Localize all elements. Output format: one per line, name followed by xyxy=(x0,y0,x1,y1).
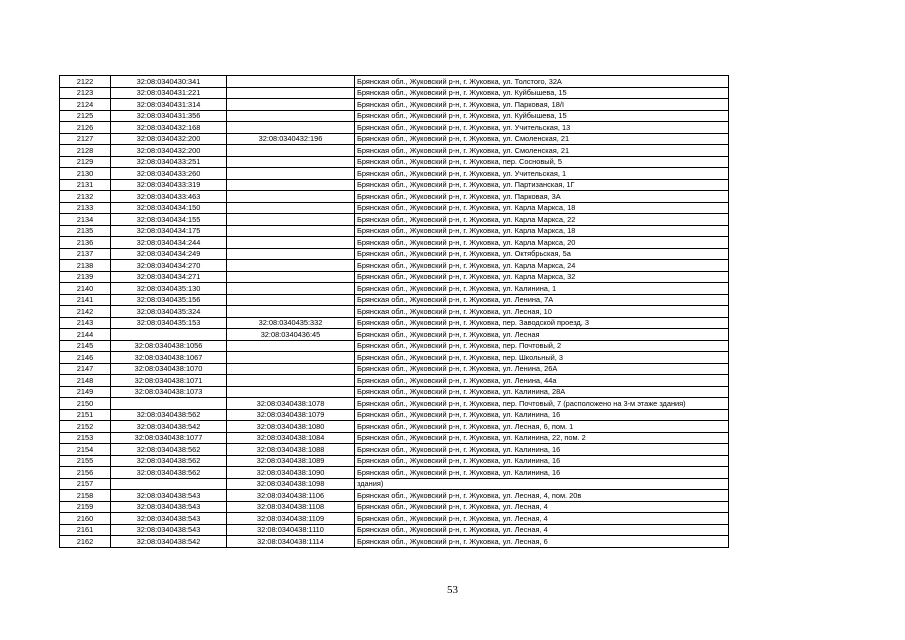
address-cell: Брянская обл., Жуковский р-н, г. Жуковка, ул. Калинина, 16 xyxy=(355,467,729,479)
row-number-cell: 2143 xyxy=(60,317,111,329)
cadastral-number-cell: 32:08:0340434:175 xyxy=(111,225,227,237)
address-cell: Брянская обл., Жуковский р-н, г. Жуковка, ул. Лесная, 4, пом. 20в xyxy=(355,490,729,502)
table-row xyxy=(60,191,729,203)
cadastral-number-cell: 32:08:0340434:270 xyxy=(111,260,227,272)
row-number-cell: 2152 xyxy=(60,421,111,433)
cadastral-number-cell: 32:08:0340431:356 xyxy=(111,110,227,122)
row-number-cell: 2153 xyxy=(60,432,111,444)
row-number-cell: 2138 xyxy=(60,260,111,272)
table-row xyxy=(60,237,729,249)
table-row xyxy=(60,214,729,226)
building-number-cell xyxy=(227,375,355,387)
table-row xyxy=(60,110,729,122)
building-number-cell: 32:08:0340438:1079 xyxy=(227,409,355,421)
address-cell: Брянская обл., Жуковский р-н, г. Жуковка, ул. Калинина, 16 xyxy=(355,455,729,467)
address-cell: Брянская обл., Жуковский р-н, г. Жуковка, пер. Заводской проезд, 3 xyxy=(355,317,729,329)
row-number-cell: 2129 xyxy=(60,156,111,168)
row-number-cell: 2141 xyxy=(60,294,111,306)
cadastral-number-cell: 32:08:0340438:543 xyxy=(111,513,227,525)
table-row xyxy=(60,156,729,168)
address-cell: Брянская обл., Жуковский р-н, г. Жуковка, ул. Карла Маркса, 22 xyxy=(355,214,729,226)
address-cell: Брянская обл., Жуковский р-н, г. Жуковка, ул. Карла Маркса, 18 xyxy=(355,202,729,214)
cadastral-number-cell: 32:08:0340438:562 xyxy=(111,444,227,456)
row-number-cell: 2160 xyxy=(60,513,111,525)
table-row xyxy=(60,87,729,99)
row-number-cell: 2144 xyxy=(60,329,111,341)
table-row xyxy=(60,329,729,341)
row-number-cell: 2127 xyxy=(60,133,111,145)
table-row xyxy=(60,478,729,490)
row-number-cell: 2124 xyxy=(60,99,111,111)
building-number-cell xyxy=(227,110,355,122)
address-cell: Брянская обл., Жуковский р-н, г. Жуковка, ул. Октябрьская, 5а xyxy=(355,248,729,260)
row-number-cell: 2150 xyxy=(60,398,111,410)
cadastral-number-cell: 32:08:0340438:543 xyxy=(111,490,227,502)
building-number-cell: 32:08:0340438:1078 xyxy=(227,398,355,410)
table-row xyxy=(60,398,729,410)
table-row xyxy=(60,248,729,260)
building-number-cell xyxy=(227,168,355,180)
row-number-cell: 2136 xyxy=(60,237,111,249)
building-number-cell: 32:08:0340438:1106 xyxy=(227,490,355,502)
row-number-cell: 2158 xyxy=(60,490,111,502)
building-number-cell xyxy=(227,340,355,352)
row-number-cell: 2128 xyxy=(60,145,111,157)
cadastral-number-cell: 32:08:0340438:1056 xyxy=(111,340,227,352)
building-number-cell xyxy=(227,260,355,272)
building-number-cell xyxy=(227,225,355,237)
table-row xyxy=(60,271,729,283)
address-cell: Брянская обл., Жуковский р-н, г. Жуковка, ул. Лесная xyxy=(355,329,729,341)
building-number-cell xyxy=(227,363,355,375)
building-number-cell xyxy=(227,122,355,134)
building-number-cell xyxy=(227,306,355,318)
building-number-cell: 32:08:0340435:332 xyxy=(227,317,355,329)
table-row xyxy=(60,513,729,525)
cadastral-number-cell: 32:08:0340432:168 xyxy=(111,122,227,134)
table-row xyxy=(60,409,729,421)
row-number-cell: 2125 xyxy=(60,110,111,122)
building-number-cell xyxy=(227,386,355,398)
table-row xyxy=(60,444,729,456)
row-number-cell: 2130 xyxy=(60,168,111,180)
cadastral-number-cell: 32:08:0340435:153 xyxy=(111,317,227,329)
cadastral-number-cell: 32:08:0340432:200 xyxy=(111,145,227,157)
row-number-cell: 2149 xyxy=(60,386,111,398)
row-number-cell: 2156 xyxy=(60,467,111,479)
table-row xyxy=(60,490,729,502)
registry-table-body xyxy=(60,76,729,548)
row-number-cell: 2132 xyxy=(60,191,111,203)
building-number-cell: 32:08:0340438:1089 xyxy=(227,455,355,467)
address-cell: Брянская обл., Жуковский р-н, г. Жуковка, ул. Толстого, 32А xyxy=(355,76,729,88)
row-number-cell: 2135 xyxy=(60,225,111,237)
table-row xyxy=(60,145,729,157)
cadastral-number-cell: 32:08:0340438:1067 xyxy=(111,352,227,364)
address-cell: Брянская обл., Жуковский р-н, г. Жуковка, ул. Смоленская, 21 xyxy=(355,133,729,145)
row-number-cell: 2145 xyxy=(60,340,111,352)
building-number-cell: 32:08:0340438:1080 xyxy=(227,421,355,433)
building-number-cell xyxy=(227,248,355,260)
table-row xyxy=(60,421,729,433)
address-cell: Брянская обл., Жуковский р-н, г. Жуковка, ул. Лесная, 4 xyxy=(355,513,729,525)
cadastral-number-cell xyxy=(111,478,227,490)
table-row xyxy=(60,340,729,352)
address-cell: Брянская обл., Жуковский р-н, г. Жуковка, ул. Парковая, 3А xyxy=(355,191,729,203)
cadastral-number-cell: 32:08:0340431:221 xyxy=(111,87,227,99)
cadastral-number-cell: 32:08:0340438:542 xyxy=(111,421,227,433)
row-number-cell: 2155 xyxy=(60,455,111,467)
table-row xyxy=(60,386,729,398)
table-row xyxy=(60,455,729,467)
cadastral-number-cell: 32:08:0340434:244 xyxy=(111,237,227,249)
address-cell: Брянская обл., Жуковский р-н, г. Жуковка, ул. Куйбышева, 15 xyxy=(355,87,729,99)
address-cell: Брянская обл., Жуковский р-н, г. Жуковка, пер. Почтовый, 7 (расположено на 3-м этаже здания) xyxy=(355,398,729,410)
cadastral-number-cell: 32:08:0340434:271 xyxy=(111,271,227,283)
page-number: 53 xyxy=(447,584,458,596)
building-number-cell: 32:08:0340436:45 xyxy=(227,329,355,341)
table-row xyxy=(60,536,729,548)
table-row xyxy=(60,76,729,88)
address-cell: Брянская обл., Жуковский р-н, г. Жуковка, ул. Лесная, 6, пом. 1 xyxy=(355,421,729,433)
cadastral-number-cell: 32:08:0340438:1071 xyxy=(111,375,227,387)
building-number-cell: 32:08:0340438:1114 xyxy=(227,536,355,548)
cadastral-number-cell: 32:08:0340438:542 xyxy=(111,536,227,548)
cadastral-number-cell: 32:08:0340438:1070 xyxy=(111,363,227,375)
building-number-cell xyxy=(227,214,355,226)
address-cell: Брянская обл., Жуковский р-н, г. Жуковка, ул. Карла Маркса, 32 xyxy=(355,271,729,283)
building-number-cell: 32:08:0340438:1088 xyxy=(227,444,355,456)
address-cell: Брянская обл., Жуковский р-н, г. Жуковка, ул. Смоленская, 21 xyxy=(355,145,729,157)
building-number-cell xyxy=(227,99,355,111)
address-cell: Брянская обл., Жуковский р-н, г. Жуковка, ул. Партизанская, 1Г xyxy=(355,179,729,191)
row-number-cell: 2157 xyxy=(60,478,111,490)
row-number-cell: 2151 xyxy=(60,409,111,421)
building-number-cell: 32:08:0340438:1090 xyxy=(227,467,355,479)
address-cell: Брянская обл., Жуковский р-н, г. Жуковка, ул. Карла Маркса, 24 xyxy=(355,260,729,272)
row-number-cell: 2139 xyxy=(60,271,111,283)
building-number-cell: 32:08:0340438:1108 xyxy=(227,501,355,513)
address-cell: Брянская обл., Жуковский р-н, г. Жуковка, ул. Калинина, 28А xyxy=(355,386,729,398)
cadastral-number-cell: 32:08:0340438:1073 xyxy=(111,386,227,398)
table-row xyxy=(60,179,729,191)
row-number-cell: 2142 xyxy=(60,306,111,318)
row-number-cell: 2140 xyxy=(60,283,111,295)
row-number-cell: 2162 xyxy=(60,536,111,548)
address-cell: Брянская обл., Жуковский р-н, г. Жуковка, ул. Карла Маркса, 20 xyxy=(355,237,729,249)
table-row xyxy=(60,99,729,111)
address-cell: Брянская обл., Жуковский р-н, г. Жуковка, ул. Карла Маркса, 18 xyxy=(355,225,729,237)
registry-table xyxy=(59,75,729,548)
address-cell: Брянская обл., Жуковский р-н, г. Жуковка, пер. Почтовый, 2 xyxy=(355,340,729,352)
cadastral-number-cell: 32:08:0340435:156 xyxy=(111,294,227,306)
building-number-cell xyxy=(227,202,355,214)
row-number-cell: 2148 xyxy=(60,375,111,387)
cadastral-number-cell: 32:08:0340434:155 xyxy=(111,214,227,226)
cadastral-number-cell: 32:08:0340438:543 xyxy=(111,501,227,513)
address-cell: Брянская обл., Жуковский р-н, г. Жуковка, ул. Калинина, 22, пом. 2 xyxy=(355,432,729,444)
cadastral-number-cell: 32:08:0340435:324 xyxy=(111,306,227,318)
address-cell: Брянская обл., Жуковский р-н, г. Жуковка, ул. Куйбышева, 15 xyxy=(355,110,729,122)
address-cell: здания) xyxy=(355,478,729,490)
cadastral-number-cell: 32:08:0340434:150 xyxy=(111,202,227,214)
table-row xyxy=(60,352,729,364)
table-row xyxy=(60,202,729,214)
address-cell: Брянская обл., Жуковский р-н, г. Жуковка, ул. Калинина, 1 xyxy=(355,283,729,295)
row-number-cell: 2134 xyxy=(60,214,111,226)
cadastral-number-cell: 32:08:0340438:1077 xyxy=(111,432,227,444)
cadastral-number-cell: 32:08:0340438:543 xyxy=(111,524,227,536)
cadastral-number-cell xyxy=(111,329,227,341)
cadastral-number-cell: 32:08:0340433:251 xyxy=(111,156,227,168)
row-number-cell: 2126 xyxy=(60,122,111,134)
address-cell: Брянская обл., Жуковский р-н, г. Жуковка, ул. Калинина, 16 xyxy=(355,444,729,456)
cadastral-number-cell: 32:08:0340434:249 xyxy=(111,248,227,260)
cadastral-number-cell: 32:08:0340433:260 xyxy=(111,168,227,180)
row-number-cell: 2154 xyxy=(60,444,111,456)
table-row xyxy=(60,363,729,375)
cadastral-number-cell: 32:08:0340438:562 xyxy=(111,467,227,479)
table-row xyxy=(60,133,729,145)
cadastral-number-cell: 32:08:0340438:562 xyxy=(111,409,227,421)
table-row xyxy=(60,294,729,306)
building-number-cell xyxy=(227,76,355,88)
building-number-cell xyxy=(227,283,355,295)
building-number-cell xyxy=(227,237,355,249)
cadastral-number-cell: 32:08:0340438:562 xyxy=(111,455,227,467)
building-number-cell xyxy=(227,191,355,203)
table-row xyxy=(60,432,729,444)
table-row xyxy=(60,501,729,513)
table-row xyxy=(60,467,729,479)
table-row xyxy=(60,306,729,318)
cadastral-number-cell: 32:08:0340430:341 xyxy=(111,76,227,88)
row-number-cell: 2159 xyxy=(60,501,111,513)
table-row xyxy=(60,122,729,134)
row-number-cell: 2147 xyxy=(60,363,111,375)
address-cell: Брянская обл., Жуковский р-н, г. Жуковка, ул. Ленина, 26А xyxy=(355,363,729,375)
table-row xyxy=(60,225,729,237)
address-cell: Брянская обл., Жуковский р-н, г. Жуковка, ул. Калинина, 16 xyxy=(355,409,729,421)
table-row xyxy=(60,317,729,329)
table-row xyxy=(60,283,729,295)
address-cell: Брянская обл., Жуковский р-н, г. Жуковка, ул. Лесная, 6 xyxy=(355,536,729,548)
row-number-cell: 2137 xyxy=(60,248,111,260)
address-cell: Брянская обл., Жуковский р-н, г. Жуковка, ул. Учительская, 1 xyxy=(355,168,729,180)
cadastral-number-cell xyxy=(111,398,227,410)
row-number-cell: 2123 xyxy=(60,87,111,99)
row-number-cell: 2122 xyxy=(60,76,111,88)
building-number-cell: 32:08:0340438:1098 xyxy=(227,478,355,490)
building-number-cell: 32:08:0340432:196 xyxy=(227,133,355,145)
building-number-cell xyxy=(227,271,355,283)
address-cell: Брянская обл., Жуковский р-н, г. Жуковка, пер. Сосновый, 5 xyxy=(355,156,729,168)
table-row xyxy=(60,375,729,387)
table-row xyxy=(60,168,729,180)
building-number-cell xyxy=(227,352,355,364)
address-cell: Брянская обл., Жуковский р-н, г. Жуковка, ул. Ленина, 44а xyxy=(355,375,729,387)
cadastral-number-cell: 32:08:0340432:200 xyxy=(111,133,227,145)
table-row xyxy=(60,260,729,272)
cadastral-number-cell: 32:08:0340431:314 xyxy=(111,99,227,111)
cadastral-number-cell: 32:08:0340433:463 xyxy=(111,191,227,203)
building-number-cell: 32:08:0340438:1084 xyxy=(227,432,355,444)
address-cell: Брянская обл., Жуковский р-н, г. Жуковка, пер. Школьный, 3 xyxy=(355,352,729,364)
building-number-cell xyxy=(227,294,355,306)
address-cell: Брянская обл., Жуковский р-н, г. Жуковка, ул. Ленина, 7А xyxy=(355,294,729,306)
building-number-cell xyxy=(227,179,355,191)
address-cell: Брянская обл., Жуковский р-н, г. Жуковка, ул. Учительская, 13 xyxy=(355,122,729,134)
building-number-cell: 32:08:0340438:1110 xyxy=(227,524,355,536)
cadastral-number-cell: 32:08:0340435:130 xyxy=(111,283,227,295)
address-cell: Брянская обл., Жуковский р-н, г. Жуковка, ул. Лесная, 4 xyxy=(355,501,729,513)
table-row xyxy=(60,524,729,536)
row-number-cell: 2161 xyxy=(60,524,111,536)
building-number-cell xyxy=(227,156,355,168)
address-cell: Брянская обл., Жуковский р-н, г. Жуковка, ул. Лесная, 10 xyxy=(355,306,729,318)
address-cell: Брянская обл., Жуковский р-н, г. Жуковка, ул. Лесная, 4 xyxy=(355,524,729,536)
row-number-cell: 2133 xyxy=(60,202,111,214)
cadastral-number-cell: 32:08:0340433:319 xyxy=(111,179,227,191)
row-number-cell: 2131 xyxy=(60,179,111,191)
address-cell: Брянская обл., Жуковский р-н, г. Жуковка, ул. Парковая, 18/I xyxy=(355,99,729,111)
building-number-cell xyxy=(227,87,355,99)
building-number-cell: 32:08:0340438:1109 xyxy=(227,513,355,525)
building-number-cell xyxy=(227,145,355,157)
row-number-cell: 2146 xyxy=(60,352,111,364)
